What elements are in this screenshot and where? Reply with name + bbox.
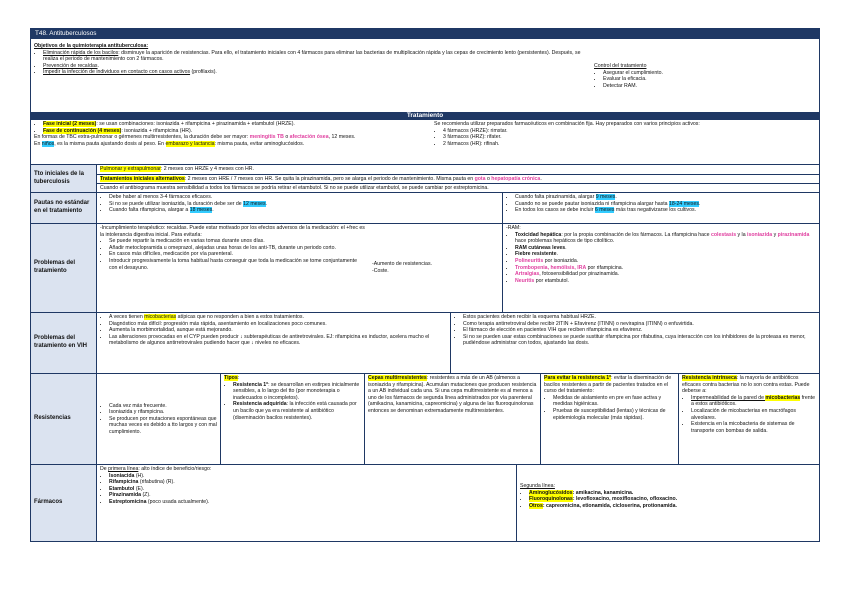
drug-name: Pirazinamida xyxy=(109,492,142,499)
tto-iniciales-content xyxy=(97,165,819,192)
list-item xyxy=(109,486,513,493)
list-item xyxy=(529,496,816,503)
text: Aumenta la morbimortalidad, aunque está mejorando. xyxy=(109,327,233,334)
alternativos-label: Tratamientos iniciales alternativos xyxy=(100,175,185,182)
list-item xyxy=(109,207,499,214)
embarazo-term: embarazo y lactancia xyxy=(165,140,215,147)
objetivos-list xyxy=(34,50,588,76)
primera-linea xyxy=(97,465,517,541)
text: Las alteraciones provocadas en el CYP pueden producir ↓ subterapéuticas de antiretrovirales. EJ: rifampicina es inductor, acelera mucho el metabolismo de algunos antirretrovirales pudiendo hacer que ↓ niveles no eficaces. xyxy=(109,333,430,347)
text: A veces tienen xyxy=(109,314,145,320)
list-item xyxy=(109,201,499,208)
text: : la infección está causada por un bacilo que ya era resistente al antibiótico (diseminación bacilos resistentes). xyxy=(233,401,357,421)
text: De xyxy=(100,466,109,472)
duration-highlight: 6 meses xyxy=(594,207,615,214)
list-item xyxy=(109,321,447,328)
control-list xyxy=(594,70,816,90)
micobacterias-term: micobacterias xyxy=(765,394,801,401)
row-label: Resistencias xyxy=(31,374,97,464)
intrinseca-list xyxy=(682,395,816,435)
list-item: • Isoniazida y rifampicina. xyxy=(109,409,217,416)
problemas-list xyxy=(100,238,366,271)
list-item xyxy=(691,408,816,421)
list-item xyxy=(109,473,513,480)
primera-linea-list xyxy=(100,473,513,506)
list-item: • Evaluar la eficacia. xyxy=(603,76,816,83)
incumplimiento-intro: -Incumplimiento terapéutico: recaídas. Puede estar motivado por los efectos adversos de la medicación: el +frec es la intolerancia digestiva inicial. Para evitarla: xyxy=(100,225,365,238)
text: : evitar la diseminación de bacilos resistentes a partir de pacientes tratados en el curso del tratamiento: xyxy=(544,375,672,395)
text: , 12 meses. xyxy=(328,134,356,141)
list-item xyxy=(515,271,816,278)
evitar-list xyxy=(544,395,675,421)
text: : levofloxacino, moxifloxacino, ofloxacino. xyxy=(572,496,678,503)
list-item: • Si no se pueden usar estas combinaciones se puede sustituir rifampicina por rifabutina, cuya interacción con los inhibidores de la proteasa es menor, pudiéndose administrar con todos, ajustando las dosis. xyxy=(463,334,816,347)
ram-term: Trombopenia, hemólisis, IRA xyxy=(515,264,587,271)
ram-lead: RAM cutáneas leves xyxy=(515,244,566,251)
ram-term: Polineuritis xyxy=(515,257,544,264)
problemas-mid xyxy=(369,224,503,312)
cepas-title: Cepas multirresistentes xyxy=(368,375,427,381)
list-item xyxy=(43,69,588,76)
farmacos-row xyxy=(31,464,819,541)
intrinseca-title: Resistencia intrínseca xyxy=(682,375,737,381)
list-item: • Se puede repartir la medicación en varias tomas durante unos días. xyxy=(109,238,366,245)
control-title: Control del tratamiento xyxy=(594,63,647,69)
extrapulmonar-note xyxy=(34,134,428,141)
ninos-note xyxy=(34,141,428,148)
drug-name: Isoniacida xyxy=(109,472,135,479)
list-item: • Como terapia antirretroviral debe recibir 2ITIN + Efavirenz (ITINN) o nevirapina (ITINN) o enfuvirtida. xyxy=(463,321,816,328)
drug-group: Otros xyxy=(529,502,543,509)
pautas-list xyxy=(506,194,816,214)
list-item xyxy=(43,128,428,135)
row-label: Tto iniciales de la tuberculosis xyxy=(31,165,97,192)
list-item: • Asegurar el cumplimiento. xyxy=(603,70,816,77)
duration-highlight: 12 meses xyxy=(243,200,266,207)
resistencias-general xyxy=(97,374,221,464)
list-item: • En casos más difíciles, medicación por vía parenteral. xyxy=(109,251,366,258)
ram-term: pirazinamida xyxy=(777,231,810,238)
segunda-linea-title: Segunda línea: xyxy=(520,483,555,489)
objetivos-row xyxy=(31,39,819,112)
text: . xyxy=(615,194,617,200)
text: atípicas que no responden a bien a estos tratamientos. xyxy=(176,314,304,320)
evitar-block xyxy=(541,374,679,464)
tratamiento-right xyxy=(431,120,819,164)
text: por etambutol. xyxy=(534,277,569,284)
text: Si no se puede utilizar isoniazida, la duración debe ser de xyxy=(109,200,244,207)
list-item: • Se producen por mutaciones espontáneas que muchas veces es debido a tto largos y con mal cumplimiento. xyxy=(109,416,217,436)
ninos-term: niños xyxy=(41,140,55,147)
resistencias-note: -Aumento de resistencias. xyxy=(372,261,432,268)
text: . xyxy=(265,200,268,207)
list-item: • Pruebas de susceptibilidad (lentas) y técnicas de epidemiología molecular (más rápidas). xyxy=(553,408,675,421)
list-item xyxy=(515,278,816,285)
drug-name: Rifampicina xyxy=(109,479,139,486)
tipos-list xyxy=(224,382,361,422)
item-lead: Prevención de recaídas xyxy=(43,62,98,69)
list-item xyxy=(515,251,816,258)
list-item: • El fármaco de elección en pacientes VIH que reciben rifampicina es efavirenz. xyxy=(463,327,816,334)
text: por isoniazida. xyxy=(543,257,579,264)
text: . xyxy=(540,175,542,182)
gota-term: gota xyxy=(474,175,486,182)
row-label: Problemas del tratamiento xyxy=(31,224,97,312)
list-item xyxy=(109,194,499,201)
meningitis-term: meningitis TB xyxy=(249,134,284,141)
list-item: • Cada vez más frecuente. xyxy=(109,403,217,410)
text: : amikacina, kanamicina. xyxy=(572,489,634,496)
ram-term: isoniazida xyxy=(747,231,773,238)
resistencias-list xyxy=(100,403,217,436)
text: . xyxy=(556,251,558,258)
list-item: • Introducir progresivamente la toma habitual hasta conseguir que toda la medicación se tome conjuntamente con el desayuno. xyxy=(109,258,366,271)
list-item xyxy=(515,201,816,208)
list-item: • 4 fármacos (HRZE): rimstar. xyxy=(443,128,816,135)
duration-highlight: 9 meses xyxy=(595,194,616,200)
text: : se desarrollan en estirpes inicialmente sensibles, a lo largo del tto (por monoterapia o inadecuados o incompletos). xyxy=(233,381,360,401)
pautas-right xyxy=(503,193,819,223)
tipos-block: Tipos: • Resistencia 1ª: se desarrollan en estirpes inicialmente sensibles, a lo largo del tto (por monoterapia o inadecuados o incompletos). • Resistencia adquirida: la infección está causada por un bacilo que ya era resistente al antibiótico (diseminación bacilos resistentes). xyxy=(221,374,365,464)
tipo-lead: Resistencia adquirida xyxy=(233,401,287,408)
text: Diagnóstico más difícil: progresión más rápida, asentamiento en localizaciones poco comunes. xyxy=(109,320,327,327)
text: (E). xyxy=(134,485,145,492)
evitar-title: Para evitar la resistencia 1ª xyxy=(544,375,612,381)
text: (poco usada actualmente). xyxy=(146,498,210,505)
list-item: • Medidas de aislamiento en pre en fase activa y medidas higiénicas. xyxy=(553,395,675,408)
item-text: : isoniazida + rifampicina (HR). xyxy=(121,127,193,134)
list-item xyxy=(109,327,447,334)
vih-left xyxy=(97,313,451,373)
text: Impermeabilidad de la pared de xyxy=(691,394,766,401)
text: : capreomicina, etionamida, cicloserina, protionamida. xyxy=(542,502,677,509)
tto-line xyxy=(97,175,819,185)
text: En xyxy=(34,140,42,147)
text: En formas de TBC extra-pulmonar o gérmenes multirresistentes, la duración debe ser mayor: xyxy=(34,134,250,141)
text: : alto índice de beneficio/riesgo: xyxy=(138,466,212,472)
page-title: T48. Antituberculosos xyxy=(31,29,819,39)
drug-name: Estreptomicina xyxy=(109,498,147,505)
segunda-linea-list xyxy=(520,490,816,510)
text: , fotosensibilidad por pirazinamida. xyxy=(539,271,620,278)
text: por rifampicina. xyxy=(586,264,624,271)
objetivos-title: Objetivos de la quimioterapia antituberculosa: xyxy=(34,43,149,49)
vih-list xyxy=(100,314,447,347)
item-lead: Eliminación rápida de los bacilos xyxy=(43,49,119,56)
list-item xyxy=(233,401,361,421)
fase-continuacion-label: Fase de continuación (4 meses) xyxy=(43,127,122,134)
ram-list xyxy=(506,232,816,285)
list-item: • 2 fármacos (HR): rifinah. xyxy=(443,141,816,148)
duration-highlight: 18 meses xyxy=(189,207,213,214)
vih-list xyxy=(454,314,816,347)
cepas-block xyxy=(365,374,541,464)
text: . xyxy=(699,200,701,207)
coste-note: -Coste. xyxy=(372,268,389,274)
text: . xyxy=(565,244,567,251)
list-item xyxy=(109,314,447,321)
item-text: . xyxy=(97,62,99,69)
item-text: (profilaxis). xyxy=(190,69,217,76)
problemas-row xyxy=(31,223,819,312)
list-item: • Detectar RAM. xyxy=(603,83,816,90)
list-item xyxy=(233,382,361,402)
control-block xyxy=(591,39,819,112)
list-item: • Añadir metoclopramida u omeprazol, alejadas unas horas de los anti-TB, durante un periodo corto. xyxy=(109,245,366,252)
list-item xyxy=(43,63,588,70)
ram-lead: Fiebre resistente xyxy=(515,251,557,258)
text: : 2 meses con HRZE y 4 meses con HR. xyxy=(160,166,254,172)
text: Localización de micobacterias en macrófagos alveolares. xyxy=(691,407,796,421)
text: hace problemas hepáticos de tipo citolítico. xyxy=(515,238,615,245)
list-item xyxy=(109,334,447,347)
text: : misma pauta, evitar aminoglucósidos. xyxy=(214,140,305,147)
duration-highlight: 18-24 meses xyxy=(669,200,699,207)
list-item xyxy=(691,395,816,408)
primera-linea-label: primera línea xyxy=(108,466,139,472)
tipo-lead: Resistencia 1ª xyxy=(233,381,269,388)
list-item xyxy=(515,232,816,245)
text: y xyxy=(772,231,778,238)
list-item xyxy=(109,479,513,486)
pautas-left xyxy=(97,193,503,223)
list-item xyxy=(515,245,816,252)
pautas-list xyxy=(100,194,499,214)
combinacion-intro: Se recomienda utilizar preparados farmacéuticos en combinación fija. Hay preparados con varios principios activos: xyxy=(434,121,700,127)
text: . xyxy=(212,207,214,214)
text: y la xyxy=(736,231,748,238)
problemas-left xyxy=(97,224,369,312)
objetivos-block xyxy=(31,39,591,112)
text: : 2 meses con HRE / 7 meses con HR. Se quita la pirazinamida, pero se alarga el periodo de mantenimiento. Misma pauta en xyxy=(184,175,475,182)
ram-lead: Toxicidad hepática xyxy=(515,231,562,238)
fases-list xyxy=(34,121,428,134)
row-label: Problemas del tratamiento en VIH xyxy=(31,313,97,373)
text: Cuando falta pirazinamida, alargar xyxy=(515,194,596,200)
primera-linea-title xyxy=(100,466,513,473)
list-item xyxy=(109,499,513,506)
list-item xyxy=(515,265,816,272)
text: : la mayoría de antibióticos eficaces contra bacterias no lo son contra estas. Puede deberse a: xyxy=(682,375,810,395)
tratamiento-left xyxy=(31,120,431,164)
problemas-ram xyxy=(503,224,819,312)
text: más tras negativizarse los cultivos. xyxy=(614,207,697,214)
tto-line: Cuando el antibiograma muestra sensibilidad a todos los fármacos se podría retirar el etambutol. Si no se puede utilizar etambutol, se puede cambiar por estreptomicina. xyxy=(100,185,489,192)
list-item: • 3 fármacos (HRZ): rifater. xyxy=(443,134,816,141)
list-item xyxy=(515,258,816,265)
ram-term: colestasis xyxy=(710,231,737,238)
combinacion-list xyxy=(434,128,816,148)
tratamiento-band: Tratamiento xyxy=(31,112,819,120)
tipos-title: Tipos xyxy=(224,375,238,381)
row-label: Fármacos xyxy=(31,465,97,541)
text: Debe haber al menos 3-4 fármacos eficaces. xyxy=(109,194,213,200)
pautas-row xyxy=(31,192,819,223)
ram-term: Neuritis xyxy=(515,277,535,284)
list-item xyxy=(109,492,513,499)
text: frente a estos antibióticos. xyxy=(691,394,816,408)
text: : por la propia combinación de los fármacos. La rifampicina hace xyxy=(561,231,711,238)
text: , es la misma pauta ajustando dosis al peso. En xyxy=(54,140,166,147)
ram-term: Artralgias xyxy=(515,271,540,278)
item-text: : se usan combinaciones: isoniazida + rifampicina + pirazinamida + etambutol (HRZE). xyxy=(96,121,295,127)
tto-iniciales-row xyxy=(31,164,819,192)
segunda-linea xyxy=(517,465,819,541)
list-item xyxy=(529,490,816,497)
text: (H). xyxy=(134,472,145,479)
list-item xyxy=(515,194,816,201)
drug-group: Aminoglucósidos xyxy=(529,489,573,496)
vih-right xyxy=(451,313,819,373)
text: Cuando falta rifampicina, alargar a xyxy=(109,207,190,214)
fase-inicial-label: Fase inicial (2 meses) xyxy=(43,121,97,127)
list-item: • Estos pacientes deben recibir la esquema habitual HRZE. xyxy=(463,314,816,321)
vih-row xyxy=(31,312,819,373)
list-item xyxy=(515,207,816,214)
list-item xyxy=(43,121,428,128)
resistencias-row xyxy=(31,373,819,464)
text: o xyxy=(485,175,492,182)
drug-name: Etambutol xyxy=(109,485,135,492)
text: o xyxy=(283,134,290,141)
tto-line xyxy=(97,165,819,175)
row-label: Pautas no estándar en el tratamiento xyxy=(31,193,97,223)
list-item xyxy=(43,50,588,63)
text: En todos los casos se debe incluir xyxy=(515,207,595,214)
afectacion-term: afectación ósea xyxy=(289,134,329,141)
item-lead: Impedir la infección de individuos en contacto con casos activos xyxy=(43,69,191,76)
summary-sheet xyxy=(30,28,820,542)
text: : resistentes a más de un AB (almenos a isoniazida y rifampicina). Acumulan mutaciones que producen resistencia a un AB individual cada una. Si una cepa multirresistente es al menos a uno de los fármacos de segunda línea administrados por vía parenteral (amikacina, kanamicina, capreomicina) y alguna de las fluoroquinolonas entonces se denominan extremadamente multirresistentes. xyxy=(368,375,537,414)
micobacterias-term: micobacterias xyxy=(144,314,177,320)
text: Existencia en la micobacteria de sistemas de transporte con bombas de salida. xyxy=(691,421,795,434)
item-text: : disminuye la aparición de resistencias. Para ello, el tratamiento iniciales con 4 fármacos para eliminar las bacterias de multiplicación rápida y las cepas de crecimiento lento (persistentes). Después, se realiza el periodo de mantenimiento con 2 fármacos. xyxy=(43,49,581,63)
text: (Z). xyxy=(141,492,151,499)
intrinseca-block xyxy=(679,374,819,464)
ram-title: -RAM: xyxy=(506,225,521,231)
list-item xyxy=(691,421,816,434)
text: (rifabutina) (R). xyxy=(138,479,175,486)
drug-group: Fluoroquinolonas xyxy=(529,496,573,503)
list-item xyxy=(529,503,816,510)
pulmonar-label: Pulmonar y extrapulmonar xyxy=(100,166,161,172)
text: Cuando no se puede pautar isoniazida ni rifampicina alargar hasta xyxy=(515,200,669,207)
hepatopatia-term: hepatopatía crónica xyxy=(491,175,541,182)
tratamiento-row xyxy=(31,120,819,164)
